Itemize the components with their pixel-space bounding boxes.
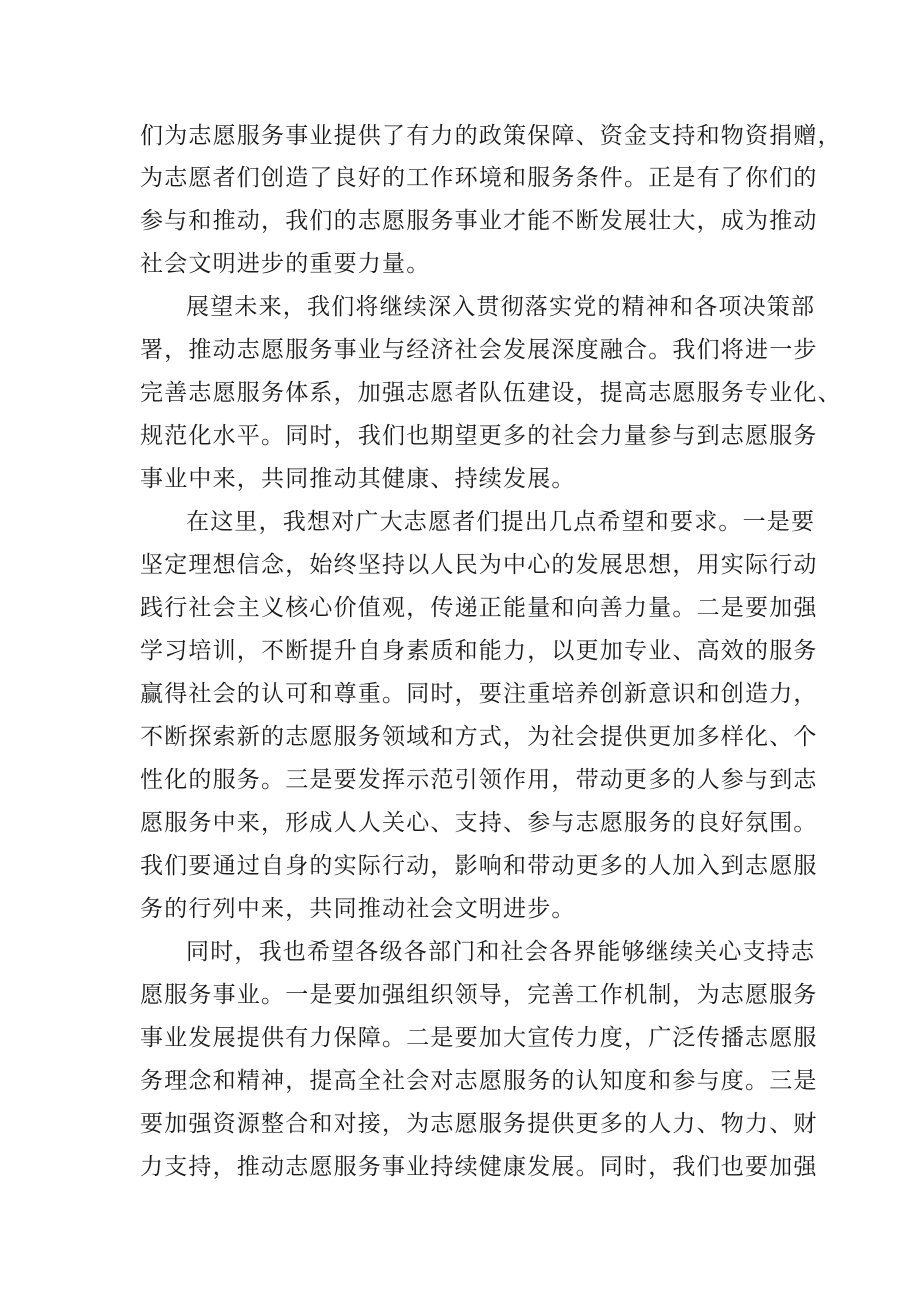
text-line: 学习培训，不断提升自身素质和能力，以更加专业、高效的服务: [140, 638, 818, 664]
text-line: 署，推动志愿服务事业与经济社会发展深度融合。我们将进一步: [140, 337, 818, 363]
paragraph-first-line: 在这里，我想对广大志愿者们提出几点希望和要求。一是要: [186, 509, 816, 535]
text-line: 性化的服务。三是要发挥示范引领作用，带动更多的人参与到志: [140, 767, 818, 793]
text-line: 愿服务事业。一是要加强组织领导，完善工作机制，为志愿服务: [140, 982, 818, 1008]
text-line: 社会文明进步的重要力量。: [140, 251, 431, 277]
text-line: 参与和推动，我们的志愿服务事业才能不断发展壮大，成为推动: [140, 208, 818, 234]
paragraph-first-line: 展望未来，我们将继续深入贯彻落实党的精神和各项决策部: [186, 294, 816, 320]
text-line: 完善志愿服务体系，加强志愿者队伍建设，提高志愿服务专业化、: [140, 380, 842, 406]
text-line: 规范化水平。同时，我们也期望更多的社会力量参与到志愿服务: [140, 423, 818, 449]
text-line: 践行社会主义核心价值观，传递正能量和向善力量。二是要加强: [140, 595, 818, 621]
text-line: 力支持，推动志愿服务事业持续健康发展。同时，我们也要加强: [140, 1154, 818, 1180]
text-line: 坚定理想信念，始终坚持以人民为中心的发展思想，用实际行动: [140, 552, 818, 578]
text-line: 要加强资源整合和对接，为志愿服务提供更多的人力、物力、财: [140, 1111, 818, 1137]
text-line: 务的行列中来，共同推动社会文明进步。: [140, 896, 576, 922]
text-line: 我们要通过自身的实际行动，影响和带动更多的人加入到志愿服: [140, 853, 818, 879]
paragraph-first-line: 同时，我也希望各级各部门和社会各界能够继续关心支持志: [186, 939, 816, 965]
text-line: 们为志愿服务事业提供了有力的政策保障、资金支持和物资捐赠，: [140, 123, 842, 149]
text-line: 赢得社会的认可和尊重。同时，要注重培养创新意识和创造力，: [140, 681, 818, 707]
text-line: 事业发展提供有力保障。二是要加大宣传力度，广泛传播志愿服: [140, 1025, 818, 1051]
text-line: 事业中来，共同推动其健康、持续发展。: [140, 466, 576, 492]
text-line: 不断探索新的志愿服务领域和方式，为社会提供更加多样化、个: [140, 724, 818, 750]
text-line: 务理念和精神，提高全社会对志愿服务的认知度和参与度。三是: [140, 1068, 818, 1094]
text-line: 愿服务中来，形成人人关心、支持、参与志愿服务的良好氛围。: [140, 810, 818, 836]
text-line: 为志愿者们创造了良好的工作环境和服务条件。正是有了你们的: [140, 165, 818, 191]
